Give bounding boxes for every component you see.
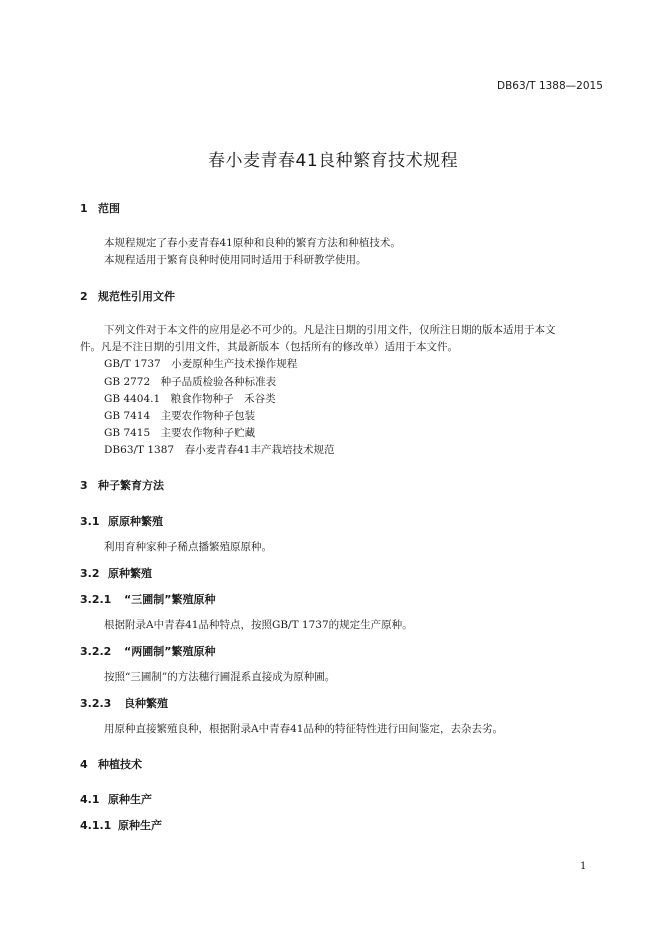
section-number: 3.2.1	[80, 593, 112, 606]
section-number: 4	[80, 758, 88, 771]
section-number: 2	[80, 290, 88, 303]
section-title: 规范性引用文件	[98, 290, 175, 303]
paragraph: 本规程规定了春小麦青春41原种和良种的繁育方法和种植技术。	[104, 237, 401, 249]
section-2-heading	[80, 288, 175, 304]
document-code: DB63/T 1388—2015	[497, 80, 603, 92]
section-3-heading	[80, 477, 164, 493]
paragraph: 根据附录A中青春41品种特点，按照GB/T 1737的规定生产原种。	[104, 619, 413, 631]
reference-item: DB63/T 1387 春小麦青春41丰产栽培技术规范	[104, 444, 335, 456]
section-number: 3.2.3	[80, 697, 112, 710]
subsection-3-2-2-heading	[80, 643, 215, 659]
subsection-3-1-heading	[80, 513, 163, 529]
document-title: 春小麦青春41良种繁育技术规程	[208, 151, 459, 171]
reference-item: GB 7415 主要农作物种子贮藏	[104, 427, 256, 439]
section-title: 种植技术	[98, 758, 142, 771]
section-title: 良种繁殖	[124, 697, 168, 710]
paragraph: 下列文件对于本文件的应用是必不可少的。凡是注日期的引用文件，仅所注日期的版本适用于本文	[104, 324, 556, 336]
paragraph: 按照“三圃制”的方法穗行圃混系直接成为原种圃。	[104, 671, 336, 683]
section-title: 原种生产	[108, 793, 152, 806]
paragraph: 件。凡是不注日期的引用文件，其最新版本（包括所有的修改单）适用于本文件。	[80, 341, 458, 353]
section-number: 4.1	[80, 793, 100, 806]
paragraph: 用原种直接繁殖良种，根据附录A中青春41品种的特征特性进行田间鉴定，去杂去劣。	[104, 723, 503, 735]
reference-item: GB 7414 主要农作物种子包装	[104, 410, 256, 422]
section-1-heading	[80, 200, 120, 216]
section-number: 3.2.2	[80, 645, 112, 658]
section-number: 3.2	[80, 567, 100, 580]
page-number: 1	[580, 861, 587, 872]
section-title: “两圃制”繁殖原种	[124, 645, 216, 658]
section-title: 种子繁育方法	[98, 479, 164, 492]
section-title: “三圃制”繁殖原种	[124, 593, 216, 606]
paragraph: 利用育种家种子稀点播繁殖原原种。	[104, 541, 272, 553]
section-4-heading	[80, 756, 142, 772]
section-number: 3.1	[80, 515, 100, 528]
section-title: 原原种繁殖	[108, 515, 163, 528]
section-title: 范围	[98, 202, 120, 215]
subsection-4-1-1-heading	[80, 817, 162, 833]
subsection-3-2-heading	[80, 565, 152, 581]
paragraph: 本规程适用于繁育良种时使用同时适用于科研教学使用。	[104, 254, 367, 266]
reference-item: GB 4404.1 粮食作物种子 禾谷类	[104, 393, 276, 405]
section-number: 1	[80, 202, 88, 215]
section-number: 3	[80, 479, 88, 492]
section-title: 原种繁殖	[108, 567, 152, 580]
reference-item: GB/T 1737 小麦原种生产技术操作规程	[104, 358, 298, 370]
subsection-4-1-heading	[80, 791, 152, 807]
section-title: 原种生产	[118, 819, 162, 832]
reference-item: GB 2772 种子品质检验各种标准表	[104, 376, 277, 388]
section-number: 4.1.1	[80, 819, 112, 832]
subsection-3-2-1-heading	[80, 591, 215, 607]
subsection-3-2-3-heading	[80, 695, 168, 711]
